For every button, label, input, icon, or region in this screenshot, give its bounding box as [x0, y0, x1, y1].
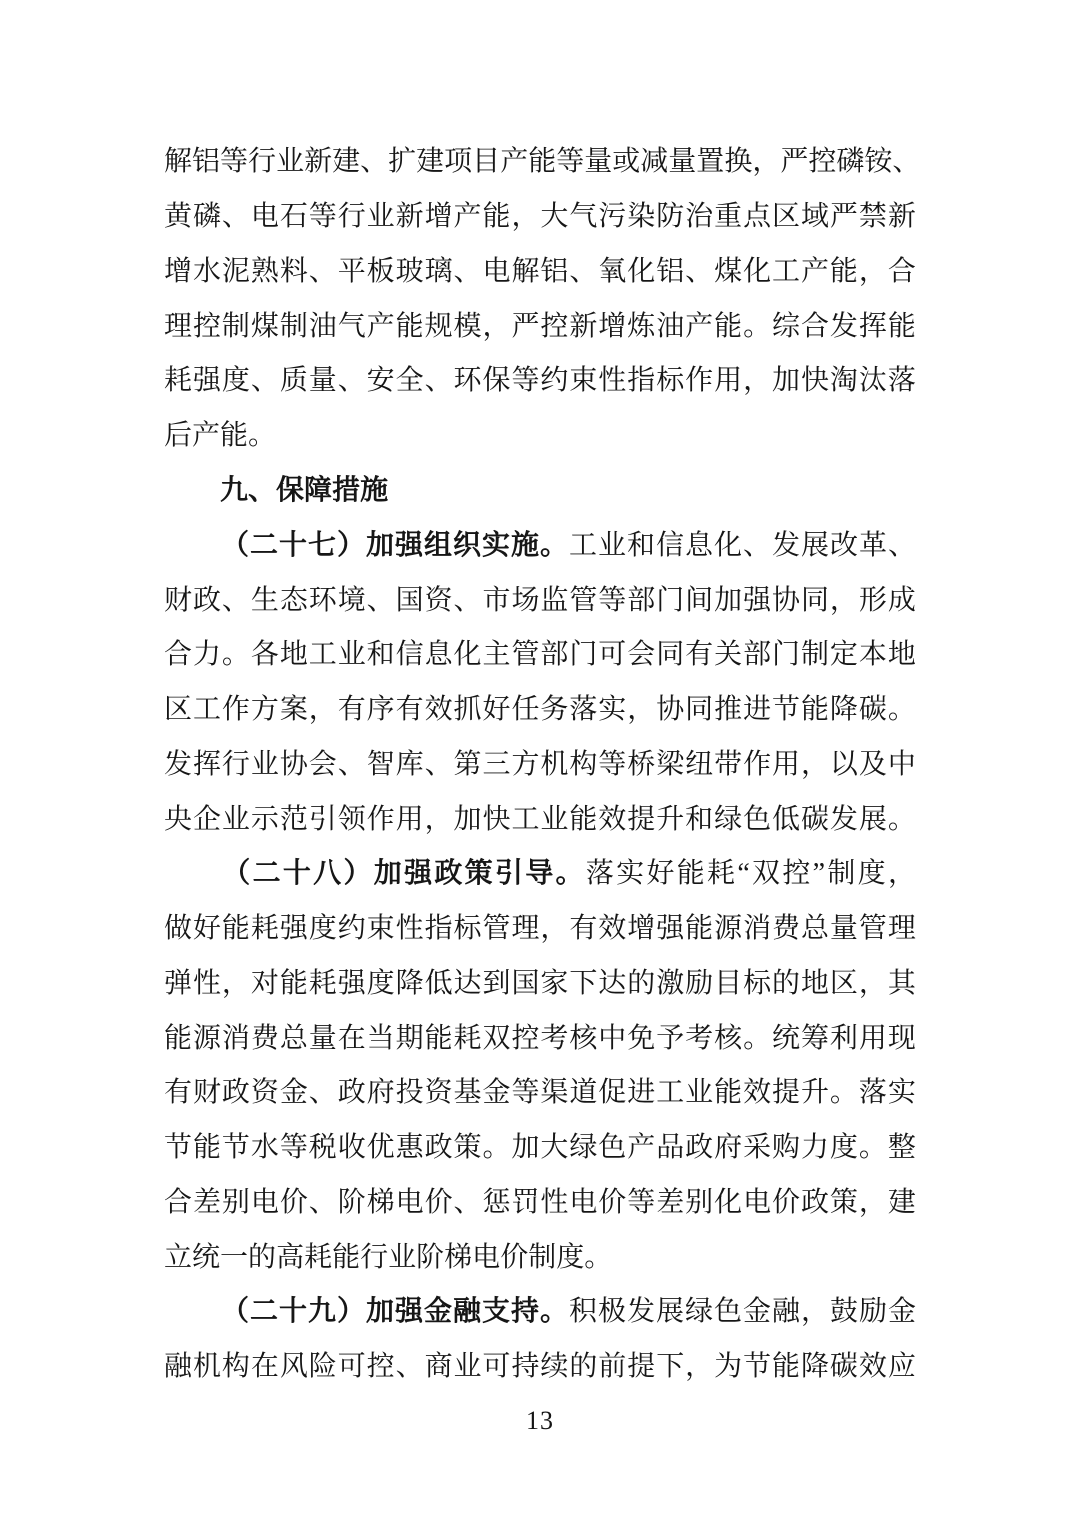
text-line: 发 挥 行 业 协 会 、 智 库 、 第 三 方 机 构 等 桥 梁 纽 带 作 用 ， 以 及 中 [164, 748, 916, 780]
para-27-organization [164, 518, 916, 847]
para-continued-capacity-control [164, 135, 921, 464]
heading-line: 九 、 保 障 措 施 [164, 464, 916, 519]
para-29-financial-support [164, 1285, 916, 1395]
text-line: 理 控 制 煤 制 油 气 产 能 规 模 ， 严 控 新 增 炼 油 产 能 。 综 合 发 挥 能 [164, 310, 916, 342]
text-line: 后 产 能 。 [164, 420, 277, 452]
text-line: 区 工 作 方 案 ， 有 序 有 效 抓 好 任 务 落 实 ， 协 同 推 进 节 能 降 碳 。 [164, 694, 916, 726]
page-body [164, 135, 921, 1395]
text-line: （ 二 十 九 ） 加 强 金 融 支 持 。 积 极 发 展 绿 色 金 融 ， 鼓 励 金 [164, 1285, 916, 1340]
text-line: 有 财 政 资 金 、 政 府 投 资 基 金 等 渠 道 促 进 工 业 能 效 提 升 。 落 实 [164, 1077, 916, 1109]
text-line: 财 政 、 生 态 环 境 、 国 资 、 市 场 监 管 等 部 门 间 加 强 协 同 ， 形 成 [164, 584, 916, 616]
section-9-heading [164, 464, 916, 519]
text-line: 耗 强 度 、 质 量 、 安 全 、 环 保 等 约 束 性 指 标 作 用 ， 加 快 淘 汰 落 [164, 365, 916, 397]
first-line-indent [164, 490, 220, 491]
text-line: 合 差 别 电 价 、 阶 梯 电 价 、 惩 罚 性 电 价 等 差 别 化 电 价 政 策 ， 建 [164, 1186, 916, 1218]
first-line-indent [164, 1312, 220, 1313]
text-line: 立 统 一 的 高 耗 能 行 业 阶 梯 电 价 制 度 。 [164, 1241, 613, 1273]
text-line: 做 好 能 耗 强 度 约 束 性 指 标 管 理 ， 有 效 增 强 能 源 消 费 总 量 管 理 [164, 913, 916, 945]
text-line: 节 能 节 水 等 税 收 优 惠 政 策 。 加 大 绿 色 产 品 政 府 采 购 力 度 。 整 [164, 1132, 916, 1164]
first-line-indent [164, 545, 220, 546]
text-line: 融 机 构 在 风 险 可 控 、 商 业 可 持 续 的 前 提 下 ， 为 节 能 降 碳 效 应 [164, 1351, 916, 1383]
text-line: 央 企 业 示 范 引 领 作 用 ， 加 快 工 业 能 效 提 升 和 绿 色 低 碳 发 展 。 [164, 803, 916, 835]
text-line: 合 力 。 各 地 工 业 和 信 息 化 主 管 部 门 可 会 同 有 关 部 门 制 定 本 地 [164, 639, 916, 671]
text-line: 增 水 泥 熟 料 、 平 板 玻 璃 、 电 解 铝 、 氧 化 铝 、 煤 化 工 产 能 ， 合 [164, 255, 916, 287]
para-28-policy-guidance [164, 847, 916, 1285]
page-number: 13 [526, 1406, 554, 1435]
text-line: 弹 性 ， 对 能 耗 强 度 降 低 达 到 国 家 下 达 的 激 励 目 标 的 地 区 ， 其 [164, 967, 916, 999]
text-line: 能 源 消 费 总 量 在 当 期 能 耗 双 控 考 核 中 免 予 考 核 。 统 筹 利 用 现 [164, 1022, 916, 1054]
text-line: 黄 磷 、 电 石 等 行 业 新 增 产 能 ， 大 气 污 染 防 治 重 点 区 域 严 禁 新 [164, 201, 916, 233]
text-line: （ 二 十 七 ） 加 强 组 织 实 施 。 工 业 和 信 息 化 、 发 展 改 革 、 [164, 518, 916, 573]
text-line: （ 二 十 八 ） 加 强 政 策 引 导 。 落 实 好 能 耗 “ 双 控 ” 制 度 ， [164, 847, 916, 902]
page-footer [0, 1406, 1080, 1436]
text-line: 解 铝 等 行 业 新 建 、 扩 建 项 目 产 能 等 量 或 减 量 置 换 ， 严 控 磷 铵 、 [164, 146, 921, 178]
first-line-indent [164, 874, 220, 875]
